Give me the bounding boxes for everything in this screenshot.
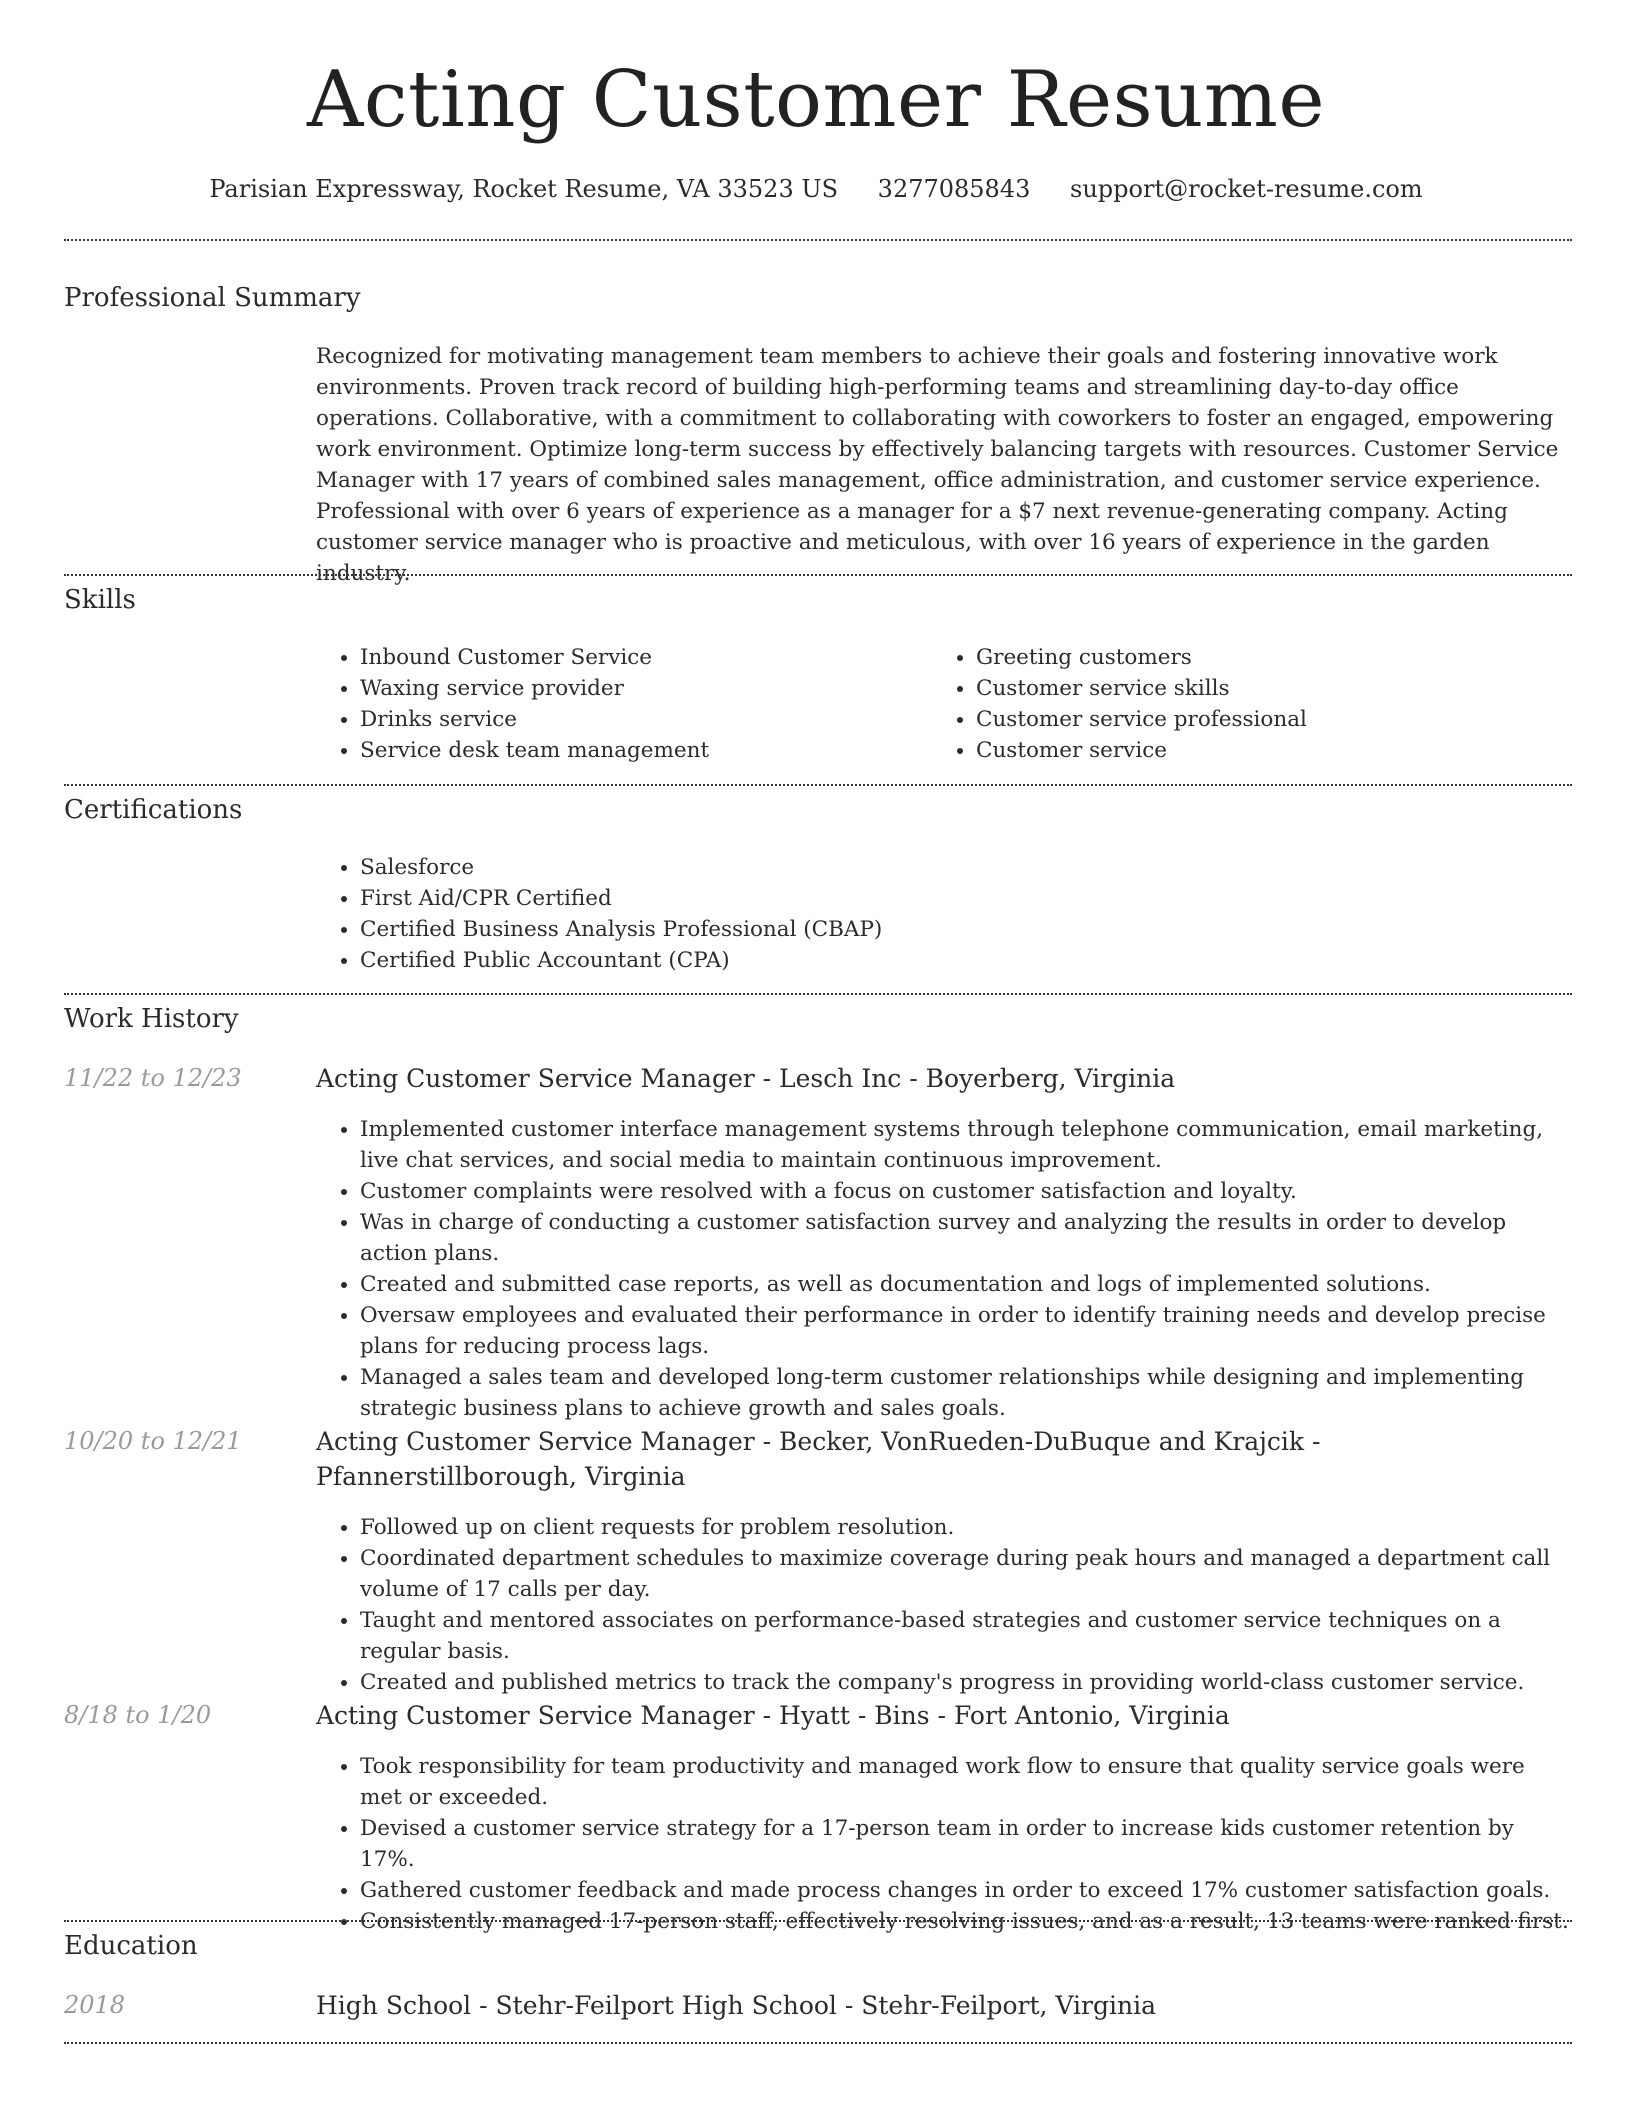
section-title-work-history: Work History bbox=[64, 1004, 239, 1034]
divider bbox=[64, 784, 1572, 786]
certifications-list bbox=[316, 852, 1572, 976]
divider bbox=[64, 574, 1572, 576]
job-bullet: • Created and submitted case reports, as well as documentation and logs of implemented solutions. bbox=[360, 1269, 1572, 1300]
section-title-certifications: Certifications bbox=[64, 795, 243, 825]
job-bullet: • Devised a customer service strategy for a 17-person team in order to increase kids customer retention by 17%. bbox=[360, 1813, 1572, 1875]
job-bullet: • Managed a sales team and developed long-term customer relationships while designing and implementing strategic business plans to achieve growth and sales goals. bbox=[360, 1362, 1572, 1424]
job-bullet: • Taught and mentored associates on performance-based strategies and customer service techniques on a regular basis. bbox=[360, 1605, 1572, 1667]
section-title-summary: Professional Summary bbox=[64, 283, 361, 313]
divider bbox=[64, 993, 1572, 995]
job-bullet: • Implemented customer interface management systems through telephone communication, email marketing, live chat services, and social media to maintain continuous improvement. bbox=[360, 1114, 1572, 1176]
skill-item: • Customer service skills bbox=[976, 673, 1572, 704]
contact-phone: 3277085843 bbox=[877, 175, 1031, 203]
divider bbox=[64, 1920, 1572, 1922]
job-bullets bbox=[316, 1512, 1572, 1698]
job-bullet: • Gathered customer feedback and made process changes in order to exceed 17% customer satisfaction goals. bbox=[360, 1875, 1572, 1906]
certification-item: • Salesforce bbox=[360, 852, 1572, 883]
job-bullet: • Consistently managed 17-person staff, effectively resolving issues, and as a result, 13 teams were ranked first. bbox=[360, 1906, 1572, 1937]
job-bullet: • Followed up on client requests for problem resolution. bbox=[360, 1512, 1572, 1543]
job-dates: 10/20 to 12/21 bbox=[64, 1427, 242, 1455]
job-bullets bbox=[316, 1114, 1572, 1424]
job-bullet: • Took responsibility for team productivity and managed work flow to ensure that quality service goals were met or exceeded. bbox=[360, 1751, 1572, 1813]
skill-item: • Inbound Customer Service bbox=[360, 642, 932, 673]
skill-item: • Greeting customers bbox=[976, 642, 1572, 673]
resume-name: Acting Customer Resume bbox=[307, 55, 1325, 145]
job-bullet: • Was in charge of conducting a customer satisfaction survey and analyzing the results in order to develop action plans. bbox=[360, 1207, 1572, 1269]
contact-address: Parisian Expressway, Rocket Resume, VA 33523 US bbox=[209, 175, 839, 203]
job-bullet: • Created and published metrics to track the company's progress in providing world-class customer service. bbox=[360, 1667, 1572, 1698]
job-heading: Acting Customer Service Manager - Hyatt - Bins - Fort Antonio, Virginia bbox=[316, 1701, 1230, 1730]
skill-item: • Customer service professional bbox=[976, 704, 1572, 735]
job-bullet: • Oversaw employees and evaluated their performance in order to identify training needs and develop precise plans for reducing process lags. bbox=[360, 1300, 1572, 1362]
job-dates: 8/18 to 1/20 bbox=[64, 1701, 212, 1729]
divider bbox=[64, 239, 1572, 241]
skill-item: • Customer service bbox=[976, 735, 1572, 766]
certification-item: • Certified Business Analysis Professional (CBAP) bbox=[360, 914, 1572, 945]
divider bbox=[64, 2042, 1572, 2044]
skill-item: • Service desk team management bbox=[360, 735, 932, 766]
section-title-skills: Skills bbox=[64, 585, 136, 615]
job-heading: Acting Customer Service Manager - Becker, VonRueden-DuBuque and Krajcik - Pfannerstillborough, Virginia bbox=[316, 1427, 1321, 1491]
job-dates: 11/22 to 12/23 bbox=[64, 1064, 242, 1092]
certification-item: • Certified Public Accountant (CPA) bbox=[360, 945, 1572, 976]
contact-email: support@rocket-resume.com bbox=[1070, 175, 1423, 203]
skills-list-right bbox=[932, 642, 1572, 766]
skill-item: • Waxing service provider bbox=[360, 673, 932, 704]
skills-list-left bbox=[316, 642, 932, 766]
certification-item: • First Aid/CPR Certified bbox=[360, 883, 1572, 914]
education-heading: High School - Stehr-Feilport High School - Stehr-Feilport, Virginia bbox=[316, 1991, 1157, 2020]
job-bullet: • Coordinated department schedules to maximize coverage during peak hours and managed a department call volume of 17 calls per day. bbox=[360, 1543, 1572, 1605]
job-bullets bbox=[316, 1751, 1572, 1937]
summary-text: Recognized for motivating management team members to achieve their goals and fostering innovative work environments. Proven track record of building high-performing teams and streamlining day-to-day office operations. Collaborative, with a commitment to collaborating with coworkers to foster an engaged, empowering work environment. Optimize long-term success by effectively balancing targets with resources. Customer Service Manager with 17 years of combined sales management, office administration, and customer service experience. Professional with over 6 years of experience as a manager for a $7 next revenue-generating company. Acting customer service manager who is proactive and meticulous, with over 16 years of experience in the garden industry. bbox=[316, 344, 1559, 586]
job-heading: Acting Customer Service Manager - Lesch Inc - Boyerberg, Virginia bbox=[316, 1064, 1176, 1093]
education-year: 2018 bbox=[64, 1991, 126, 2019]
resume-header bbox=[0, 0, 1632, 204]
job-bullet: • Customer complaints were resolved with a focus on customer satisfaction and loyalty. bbox=[360, 1176, 1572, 1207]
contact-line bbox=[0, 174, 1632, 204]
skill-item: • Drinks service bbox=[360, 704, 932, 735]
section-title-education: Education bbox=[64, 1931, 198, 1961]
